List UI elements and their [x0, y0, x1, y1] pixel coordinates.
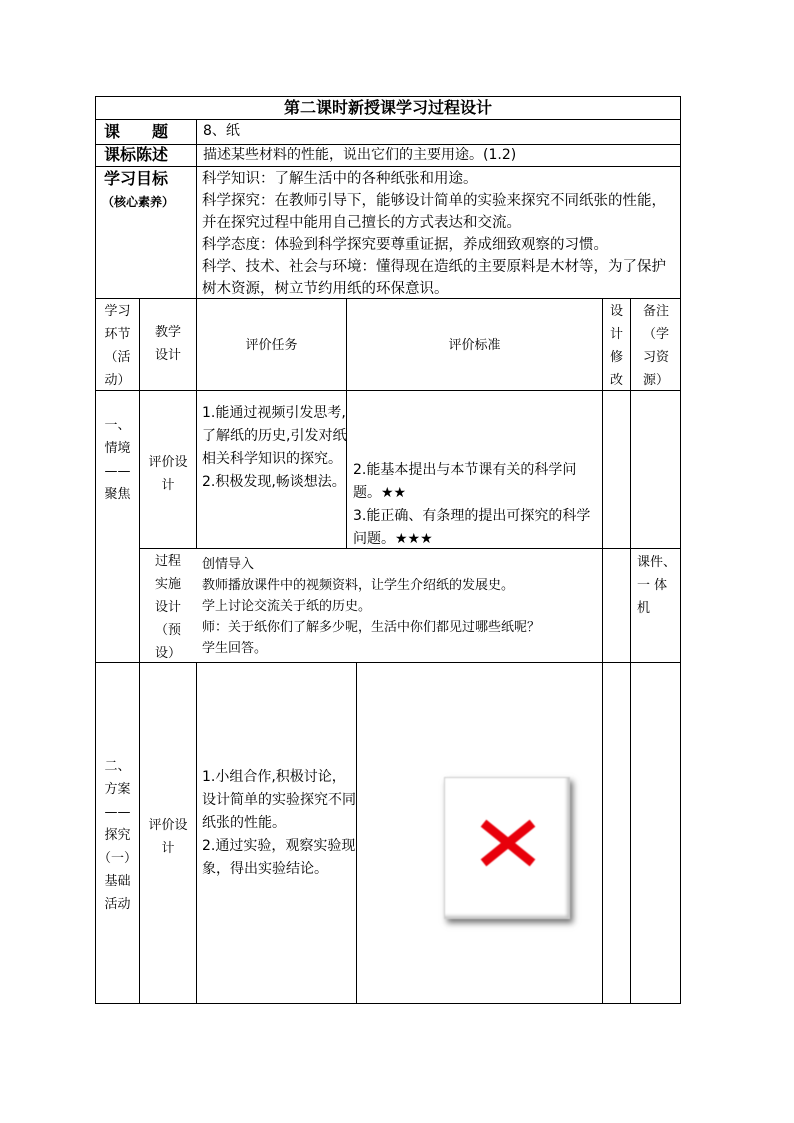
- goals-sublabel: （核心素养）: [102, 195, 175, 209]
- header-task: 评价任务: [245, 338, 298, 353]
- header-design: 教学 设计: [154, 325, 181, 363]
- header-criteria: 评价标准: [448, 338, 501, 353]
- goals-label: 学习目标: [104, 169, 169, 188]
- section1-process: [202, 554, 600, 659]
- page-title: 第二课时新授课学习过程设计: [283, 98, 492, 117]
- goal-stse: 科学、技术、社会与环境：懂得现在造纸的主要原料是木材等，为了保护树木资源，树立节约用纸的环保意识。: [202, 259, 666, 297]
- standard-label: 课标陈述: [104, 145, 169, 164]
- section2-design: 评价设 计: [148, 818, 188, 856]
- goal-knowledge: 科学知识：了解生活中的各种纸张和用途。: [202, 171, 478, 187]
- criteria-item-3: 3.能正确、有条理的提出可探究的科学问题。★★★: [353, 508, 591, 547]
- course-label: 课 题: [104, 122, 169, 141]
- broken-image-x-icon: [445, 778, 569, 918]
- process-line: 创情导入: [202, 557, 255, 572]
- broken-image-placeholder: [444, 777, 570, 919]
- section1-process-note: 课件、 一 体 机: [637, 555, 677, 616]
- section1-design: 评价设 计: [148, 455, 188, 493]
- section1-task: 1.能通过视频引发思考,了解纸的历史,引发对纸相关科学知识的探究。 2.积极发现,畅谈想法。: [202, 405, 347, 490]
- section2-stage: 二、 方案 —— 探究 （一） 基础 活动: [97, 759, 137, 912]
- section1-stage: 一、 情境 —— 聚焦: [104, 418, 131, 502]
- header-modify: 设 计 修 改: [609, 304, 623, 388]
- header-stage: 学习 环节 （活 动）: [104, 304, 131, 388]
- process-line: 学上讨论交流关于纸的历史。: [202, 599, 372, 614]
- header-note: 备注 （学 习资 源）: [642, 304, 669, 388]
- goals-list: [202, 168, 676, 300]
- section1-process-label: 过程 实施 设计 （预 设）: [154, 554, 181, 661]
- process-line: 师：关于纸你们了解多少呢，生活中你们都见过哪些纸呢？: [202, 620, 541, 635]
- criteria-item-2: 2.能基本提出与本节课有关的科学问题。★★: [353, 462, 577, 501]
- standard-value: 描述某些材料的性能，说出它们的主要用途。(1.2): [203, 147, 517, 163]
- process-line: 教师播放课件中的视频资料，让学生介绍纸的发展史。: [202, 578, 515, 593]
- course-value: 8、纸: [203, 123, 240, 139]
- goal-inquiry: 科学探究：在教师引导下，能够设计简单的实验来探究不同纸张的性能，并在探究过程中能用自己擅长的方式表达和交流。: [202, 193, 666, 231]
- section1-criteria: [353, 459, 599, 551]
- goal-attitude: 科学态度：体验到科学探究要尊重证据，养成细致观察的习惯。: [202, 237, 608, 253]
- section2-task: 1.小组合作,积极讨论，设计简单的实验探究不同纸张的性能。 2.通过实验，观察实验现象，得出实验结论。: [202, 769, 356, 877]
- process-line: 学生回答。: [202, 641, 268, 656]
